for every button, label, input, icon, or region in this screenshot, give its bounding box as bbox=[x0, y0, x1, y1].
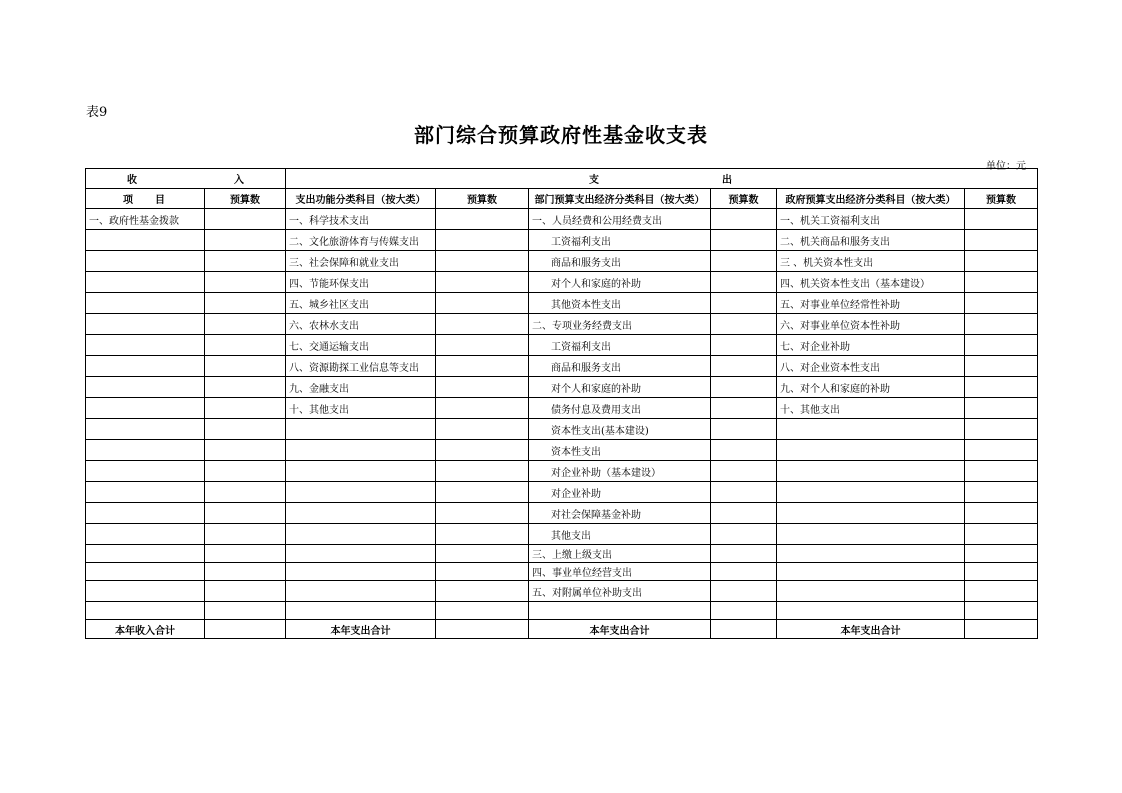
gov-item-cell: 八、对企业资本性支出 bbox=[777, 356, 965, 377]
gov-total-value bbox=[965, 620, 1038, 639]
gov-budget-cell bbox=[965, 398, 1038, 419]
unit-label: 单位：元 bbox=[986, 161, 1026, 172]
func-budget-cell bbox=[436, 251, 529, 272]
func-item-cell: 七、交通运输支出 bbox=[286, 335, 436, 356]
table-number: 表9 bbox=[86, 105, 108, 120]
income-item-cell bbox=[86, 602, 205, 620]
section-header-row bbox=[86, 169, 1038, 189]
total-row bbox=[86, 620, 1038, 639]
col-header-func-class: 支出功能分类科目（按大类） bbox=[286, 189, 436, 209]
table-row bbox=[86, 377, 1038, 398]
income-budget-cell bbox=[205, 377, 286, 398]
income-item-cell bbox=[86, 524, 205, 545]
dept-item-cell: 工资福利支出 bbox=[529, 335, 711, 356]
dept-budget-cell bbox=[711, 602, 777, 620]
income-budget-cell bbox=[205, 524, 286, 545]
table-row bbox=[86, 356, 1038, 377]
col-header-item bbox=[86, 189, 205, 209]
income-item-cell: 一、政府性基金拨款 bbox=[86, 209, 205, 230]
col-header-dept-econ: 部门预算支出经济分类科目（按大类） bbox=[529, 189, 711, 209]
func-item-cell bbox=[286, 503, 436, 524]
dept-budget-cell bbox=[711, 314, 777, 335]
func-budget-cell bbox=[436, 563, 529, 581]
func-item-cell bbox=[286, 419, 436, 440]
dept-item-cell: 工资福利支出 bbox=[529, 230, 711, 251]
income-total-value bbox=[205, 620, 286, 639]
table-row bbox=[86, 251, 1038, 272]
gov-item-cell bbox=[777, 602, 965, 620]
dept-budget-cell bbox=[711, 461, 777, 482]
table-row bbox=[86, 440, 1038, 461]
dept-budget-cell bbox=[711, 356, 777, 377]
income-item-cell bbox=[86, 461, 205, 482]
func-budget-cell bbox=[436, 503, 529, 524]
item-header-char-2: 目 bbox=[155, 195, 165, 206]
gov-item-cell bbox=[777, 503, 965, 524]
income-total-label: 本年收入合计 bbox=[86, 620, 205, 639]
income-item-cell bbox=[86, 272, 205, 293]
gov-budget-cell bbox=[965, 602, 1038, 620]
income-item-cell bbox=[86, 230, 205, 251]
gov-item-cell: 十、其他支出 bbox=[777, 398, 965, 419]
gov-budget-cell bbox=[965, 461, 1038, 482]
dept-item-cell: 债务付息及费用支出 bbox=[529, 398, 711, 419]
func-budget-cell bbox=[436, 356, 529, 377]
income-item-cell bbox=[86, 251, 205, 272]
col-header-gov-econ: 政府预算支出经济分类科目（按大类） bbox=[777, 189, 965, 209]
func-item-cell: 八、资源勘探工业信息等支出 bbox=[286, 356, 436, 377]
column-header-row bbox=[86, 189, 1038, 209]
income-budget-cell bbox=[205, 563, 286, 581]
gov-total-label: 本年支出合计 bbox=[777, 620, 965, 639]
table-row bbox=[86, 581, 1038, 602]
func-budget-cell bbox=[436, 461, 529, 482]
budget-table bbox=[85, 168, 1038, 639]
table-row bbox=[86, 545, 1038, 563]
func-budget-cell bbox=[436, 230, 529, 251]
table-row bbox=[86, 524, 1038, 545]
gov-item-cell: 一、机关工资福利支出 bbox=[777, 209, 965, 230]
func-item-cell: 五、城乡社区支出 bbox=[286, 293, 436, 314]
func-item-cell: 六、农林水支出 bbox=[286, 314, 436, 335]
item-header-char-1: 项 bbox=[123, 195, 133, 206]
table-row bbox=[86, 398, 1038, 419]
table-row bbox=[86, 419, 1038, 440]
gov-budget-cell bbox=[965, 230, 1038, 251]
dept-budget-cell bbox=[711, 482, 777, 503]
income-budget-cell bbox=[205, 209, 286, 230]
dept-budget-cell bbox=[711, 272, 777, 293]
income-budget-cell bbox=[205, 398, 286, 419]
dept-budget-cell bbox=[711, 293, 777, 314]
gov-budget-cell bbox=[965, 293, 1038, 314]
gov-budget-cell bbox=[965, 581, 1038, 602]
dept-budget-cell bbox=[711, 398, 777, 419]
gov-item-cell bbox=[777, 482, 965, 503]
dept-budget-cell bbox=[711, 563, 777, 581]
income-item-cell bbox=[86, 482, 205, 503]
func-budget-cell bbox=[436, 335, 529, 356]
gov-budget-cell bbox=[965, 251, 1038, 272]
gov-budget-cell bbox=[965, 563, 1038, 581]
dept-budget-cell bbox=[711, 419, 777, 440]
func-budget-cell bbox=[436, 602, 529, 620]
gov-budget-cell bbox=[965, 440, 1038, 461]
dept-budget-cell bbox=[711, 230, 777, 251]
func-item-cell: 十、其他支出 bbox=[286, 398, 436, 419]
gov-budget-cell bbox=[965, 503, 1038, 524]
dept-budget-cell bbox=[711, 581, 777, 602]
func-budget-cell bbox=[436, 293, 529, 314]
income-header-char-1: 收 bbox=[127, 175, 137, 186]
dept-item-cell: 商品和服务支出 bbox=[529, 251, 711, 272]
func-item-cell bbox=[286, 524, 436, 545]
func-item-cell bbox=[286, 563, 436, 581]
income-budget-cell bbox=[205, 356, 286, 377]
gov-item-cell bbox=[777, 581, 965, 602]
income-item-cell bbox=[86, 314, 205, 335]
func-item-cell bbox=[286, 440, 436, 461]
income-budget-cell bbox=[205, 230, 286, 251]
table-row bbox=[86, 482, 1038, 503]
gov-budget-cell bbox=[965, 419, 1038, 440]
func-item-cell bbox=[286, 482, 436, 503]
income-budget-cell bbox=[205, 293, 286, 314]
dept-item-cell: 对社会保障基金补助 bbox=[529, 503, 711, 524]
func-budget-cell bbox=[436, 314, 529, 335]
func-item-cell bbox=[286, 461, 436, 482]
gov-item-cell bbox=[777, 461, 965, 482]
gov-item-cell: 三 、机关资本性支出 bbox=[777, 251, 965, 272]
gov-item-cell: 五、对事业单位经常性补助 bbox=[777, 293, 965, 314]
expense-header-char-1: 支 bbox=[589, 175, 599, 186]
income-budget-cell bbox=[205, 314, 286, 335]
table-row bbox=[86, 563, 1038, 581]
dept-item-cell: 四、事业单位经营支出 bbox=[529, 563, 711, 581]
func-item-cell: 四、节能环保支出 bbox=[286, 272, 436, 293]
func-item-cell bbox=[286, 602, 436, 620]
gov-budget-cell bbox=[965, 545, 1038, 563]
dept-total-label: 本年支出合计 bbox=[529, 620, 711, 639]
income-item-cell bbox=[86, 503, 205, 524]
dept-budget-cell bbox=[711, 440, 777, 461]
income-item-cell bbox=[86, 419, 205, 440]
func-budget-cell bbox=[436, 524, 529, 545]
dept-item-cell: 对企业补助 bbox=[529, 482, 711, 503]
gov-item-cell bbox=[777, 524, 965, 545]
gov-budget-cell bbox=[965, 209, 1038, 230]
func-item-cell: 三、社会保障和就业支出 bbox=[286, 251, 436, 272]
income-item-cell bbox=[86, 398, 205, 419]
func-total-label: 本年支出合计 bbox=[286, 620, 436, 639]
income-budget-cell bbox=[205, 581, 286, 602]
dept-budget-cell bbox=[711, 524, 777, 545]
gov-item-cell bbox=[777, 563, 965, 581]
table-row bbox=[86, 602, 1038, 620]
gov-item-cell bbox=[777, 545, 965, 563]
dept-budget-cell bbox=[711, 209, 777, 230]
income-item-cell bbox=[86, 440, 205, 461]
func-item-cell bbox=[286, 581, 436, 602]
col-header-budget: 预算数 bbox=[205, 189, 286, 209]
func-total-value bbox=[436, 620, 529, 639]
dept-item-cell bbox=[529, 602, 711, 620]
col-header-budget: 预算数 bbox=[711, 189, 777, 209]
table-row bbox=[86, 230, 1038, 251]
dept-item-cell: 对企业补助（基本建设） bbox=[529, 461, 711, 482]
gov-item-cell: 七、对企业补助 bbox=[777, 335, 965, 356]
gov-budget-cell bbox=[965, 482, 1038, 503]
func-budget-cell bbox=[436, 440, 529, 461]
income-budget-cell bbox=[205, 272, 286, 293]
func-budget-cell bbox=[436, 545, 529, 563]
func-item-cell: 二、文化旅游体育与传媒支出 bbox=[286, 230, 436, 251]
dept-item-cell: 资本性支出(基本建设) bbox=[529, 419, 711, 440]
dept-item-cell: 二、专项业务经费支出 bbox=[529, 314, 711, 335]
dept-budget-cell bbox=[711, 335, 777, 356]
func-budget-cell bbox=[436, 581, 529, 602]
gov-budget-cell bbox=[965, 272, 1038, 293]
income-budget-cell bbox=[205, 482, 286, 503]
gov-item-cell: 四、机关资本性支出（基本建设） bbox=[777, 272, 965, 293]
func-item-cell: 一、科学技术支出 bbox=[286, 209, 436, 230]
col-header-budget: 预算数 bbox=[965, 189, 1038, 209]
func-budget-cell bbox=[436, 377, 529, 398]
income-budget-cell bbox=[205, 251, 286, 272]
dept-item-cell: 商品和服务支出 bbox=[529, 356, 711, 377]
income-section-header bbox=[86, 169, 286, 189]
dept-item-cell: 资本性支出 bbox=[529, 440, 711, 461]
dept-total-value bbox=[711, 620, 777, 639]
gov-budget-cell bbox=[965, 524, 1038, 545]
func-budget-cell bbox=[436, 482, 529, 503]
expense-section-header bbox=[286, 169, 1038, 189]
income-item-cell bbox=[86, 293, 205, 314]
dept-item-cell: 其他支出 bbox=[529, 524, 711, 545]
gov-item-cell bbox=[777, 440, 965, 461]
income-item-cell bbox=[86, 377, 205, 398]
table-row bbox=[86, 314, 1038, 335]
table-row bbox=[86, 209, 1038, 230]
dept-item-cell: 五、对附属单位补助支出 bbox=[529, 581, 711, 602]
gov-budget-cell bbox=[965, 314, 1038, 335]
dept-budget-cell bbox=[711, 545, 777, 563]
dept-item-cell: 一、人员经费和公用经费支出 bbox=[529, 209, 711, 230]
func-budget-cell bbox=[436, 209, 529, 230]
income-header-char-2: 入 bbox=[234, 175, 244, 186]
dept-item-cell: 三、上缴上级支出 bbox=[529, 545, 711, 563]
dept-budget-cell bbox=[711, 251, 777, 272]
dept-item-cell: 对个人和家庭的补助 bbox=[529, 377, 711, 398]
col-header-budget: 预算数 bbox=[436, 189, 529, 209]
income-budget-cell bbox=[205, 545, 286, 563]
income-budget-cell bbox=[205, 335, 286, 356]
table-row bbox=[86, 272, 1038, 293]
table-row bbox=[86, 293, 1038, 314]
income-item-cell bbox=[86, 581, 205, 602]
gov-budget-cell bbox=[965, 335, 1038, 356]
income-item-cell bbox=[86, 563, 205, 581]
gov-item-cell: 六、对事业单位资本性补助 bbox=[777, 314, 965, 335]
income-item-cell bbox=[86, 545, 205, 563]
income-budget-cell bbox=[205, 503, 286, 524]
gov-budget-cell bbox=[965, 356, 1038, 377]
func-item-cell: 九、金融支出 bbox=[286, 377, 436, 398]
expense-header-char-2: 出 bbox=[722, 175, 733, 186]
income-budget-cell bbox=[205, 602, 286, 620]
income-item-cell bbox=[86, 335, 205, 356]
income-budget-cell bbox=[205, 419, 286, 440]
dept-item-cell: 其他资本性支出 bbox=[529, 293, 711, 314]
gov-budget-cell bbox=[965, 377, 1038, 398]
gov-item-cell bbox=[777, 419, 965, 440]
table-row bbox=[86, 503, 1038, 524]
func-budget-cell bbox=[436, 272, 529, 293]
income-item-cell bbox=[86, 356, 205, 377]
income-budget-cell bbox=[205, 461, 286, 482]
dept-budget-cell bbox=[711, 503, 777, 524]
func-budget-cell bbox=[436, 398, 529, 419]
table-row bbox=[86, 335, 1038, 356]
dept-budget-cell bbox=[711, 377, 777, 398]
table-row bbox=[86, 461, 1038, 482]
gov-item-cell: 二、机关商品和服务支出 bbox=[777, 230, 965, 251]
income-budget-cell bbox=[205, 440, 286, 461]
gov-item-cell: 九、对个人和家庭的补助 bbox=[777, 377, 965, 398]
func-budget-cell bbox=[436, 419, 529, 440]
page-title: 部门综合预算政府性基金收支表 bbox=[414, 123, 708, 147]
dept-item-cell: 对个人和家庭的补助 bbox=[529, 272, 711, 293]
func-item-cell bbox=[286, 545, 436, 563]
